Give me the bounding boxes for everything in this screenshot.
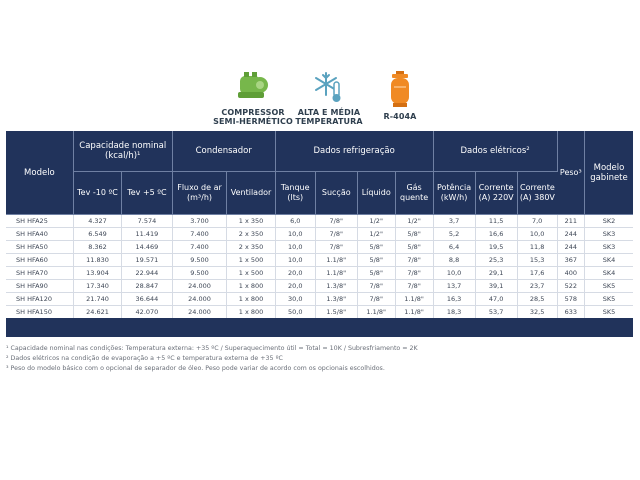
table-cell: 16,3 [433,293,475,306]
table-cell: 1.3/8" [315,293,357,306]
header-tev-pos5: Tev +5 ºC [122,172,172,215]
table-cell: 1.1/8" [315,254,357,267]
table-cell: SK3 [584,228,633,241]
table-row [6,215,633,228]
table-cell: 19,5 [475,241,517,254]
table-cell: 10,0 [433,267,475,280]
table-cell: 7/8" [315,215,357,228]
table-row [6,293,633,306]
table-cell: 5/8" [357,267,395,280]
table-cell: 39,1 [475,280,517,293]
model-cell: SH HFA25 [6,215,73,228]
header-potencia: Potência (kW/h) [433,172,475,215]
model-cell: SH HFA150 [6,306,73,319]
table-cell: 30,0 [275,293,315,306]
table-cell: 1 x 800 [227,306,275,319]
table-cell: 17,6 [517,267,557,280]
table-cell: SK5 [584,280,633,293]
feature-temperature [289,70,369,126]
header-capacidade: Capacidade nominal (kcal/h)¹ [73,131,172,172]
table-cell: 28,5 [517,293,557,306]
table-cell: 13,7 [433,280,475,293]
table-cell: 22.944 [122,267,172,280]
model-cell: SH HFA50 [6,241,73,254]
specs-table-container [6,131,633,337]
table-cell: 19.571 [122,254,172,267]
model-cell: SH HFA40 [6,228,73,241]
table-cell: 21.740 [73,293,121,306]
table-cell: 50,0 [275,306,315,319]
specs-table [6,131,633,318]
footnote-3: ³ Peso do modelo básico com o opcional de separador de óleo. Peso pode variar de acordo com os opcionais escolhidos. [6,365,385,372]
table-cell: 5,2 [433,228,475,241]
header-corrente-220: Corrente (A) 220V [475,172,517,215]
table-cell: 5/8" [395,228,433,241]
table-cell: 47,0 [475,293,517,306]
table-row [6,280,633,293]
table-cell: SK5 [584,306,633,319]
table-cell: 8,8 [433,254,475,267]
table-cell: 11.419 [122,228,172,241]
table-row [6,254,633,267]
table-cell: 29,1 [475,267,517,280]
table-cell: 7/8" [395,280,433,293]
table-cell: SK5 [584,293,633,306]
footnote-1: ¹ Capacidade nominal nas condições: Temperatura externa: +35 ºC / Superaquecimento útil = Total = 10K / Subresfriamento = 2K [6,345,418,352]
table-cell: 10,0 [275,228,315,241]
table-cell: 1.1/8" [357,306,395,319]
table-row [6,228,633,241]
header-row-groups [6,131,633,172]
table-cell: 5/8" [395,241,433,254]
table-cell: 4.327 [73,215,121,228]
feature-compressor [208,70,298,126]
table-cell: SK3 [584,241,633,254]
table-cell: 7.400 [172,241,227,254]
table-cell: 24.000 [172,293,227,306]
header-tanque: Tanque (lts) [275,172,315,215]
table-cell: 244 [557,241,584,254]
table-cell: 11,5 [475,215,517,228]
table-cell: 3.700 [172,215,227,228]
table-cell: 6.549 [73,228,121,241]
table-cell: 7/8" [357,293,395,306]
table-cell: 2 x 350 [227,228,275,241]
table-cell: 42.070 [122,306,172,319]
table-row [6,306,633,319]
table-cell: 1.1/8" [395,293,433,306]
table-cell: 8.362 [73,241,121,254]
table-row [6,267,633,280]
table-cell: 1 x 800 [227,280,275,293]
header-ventilador: Ventilador [227,172,275,215]
refrigerant-label: R-404A [383,112,417,121]
table-cell: 1/2" [395,215,433,228]
table-cell: 1 x 800 [227,293,275,306]
specs-table-body [6,215,633,319]
table-cell: 522 [557,280,584,293]
model-cell: SH HFA60 [6,254,73,267]
table-cell: 14.469 [122,241,172,254]
table-cell: 1 x 500 [227,267,275,280]
header-dados-refrigeracao: Dados refrigeração [275,131,433,172]
model-cell: SH HFA90 [6,280,73,293]
table-cell: 1 x 350 [227,215,275,228]
table-cell: 18,3 [433,306,475,319]
table-cell: 633 [557,306,584,319]
model-cell: SH HFA120 [6,293,73,306]
model-cell: SH HFA70 [6,267,73,280]
table-cell: 5/8" [357,241,395,254]
table-cell: SK2 [584,215,633,228]
header-succao: Sucção [315,172,357,215]
table-cell: 20,0 [275,280,315,293]
table-cell: 211 [557,215,584,228]
table-cell: 32,5 [517,306,557,319]
table-cell: 28.847 [122,280,172,293]
table-cell: 10,0 [275,254,315,267]
table-cell: 7/8" [315,228,357,241]
table-cell: 2 x 350 [227,241,275,254]
table-cell: 36.644 [122,293,172,306]
table-cell: 10,0 [275,241,315,254]
table-cell: 7.400 [172,228,227,241]
table-cell: 400 [557,267,584,280]
table-cell: 24.000 [172,280,227,293]
table-cell: 7/8" [395,254,433,267]
table-cell: SK4 [584,254,633,267]
table-cell: 17.340 [73,280,121,293]
table-cell: 1.5/8" [315,306,357,319]
header-liquido: Líquido [357,172,395,215]
table-cell: SK4 [584,267,633,280]
table-cell: 6,4 [433,241,475,254]
header-tev-neg10: Tev -10 ºC [73,172,121,215]
table-cell: 7,0 [517,215,557,228]
table-cell: 23,7 [517,280,557,293]
table-cell: 10,0 [517,228,557,241]
table-cell: 1.1/8" [395,306,433,319]
feature-refrigerant [372,70,428,121]
table-cell: 5/8" [357,254,395,267]
table-cell: 9.500 [172,267,227,280]
header-condensador: Condensador [172,131,275,172]
header-peso: Peso³ [557,131,584,215]
table-cell: 6,0 [275,215,315,228]
table-cell: 1.1/8" [315,267,357,280]
header-gas-quente: Gás quente [395,172,433,215]
footnote-2: ² Dados elétricos na condição de evaporação a +5 ºC e temperatura externa de +35 ºC [6,355,283,362]
table-cell: 20,0 [275,267,315,280]
compressor-icon [234,70,272,104]
table-cell: 11,8 [517,241,557,254]
table-cell: 9.500 [172,254,227,267]
refrigerant-cylinder-icon [387,70,413,108]
feature-icons [0,70,640,128]
table-cell: 1/2" [357,228,395,241]
table-cell: 24.621 [73,306,121,319]
table-cell: 7/8" [357,280,395,293]
snowflake-thermometer-icon [312,70,346,104]
table-cell: 24.000 [172,306,227,319]
compressor-label: COMPRESSOR SEMI-HERMÉTICO [213,108,293,126]
table-cell: 7/8" [395,267,433,280]
table-cell: 244 [557,228,584,241]
table-cell: 11.830 [73,254,121,267]
header-fluxo-ar: Fluxo de ar (m³/h) [172,172,227,215]
header-modelo-gabinete: Modelo gabinete [584,131,633,215]
header-corrente-380: Corrente (A) 380V [517,172,557,215]
table-cell: 1.3/8" [315,280,357,293]
temperature-label: ALTA E MÉDIA TEMPERATURA [295,108,363,126]
table-cell: 25,3 [475,254,517,267]
table-cell: 1 x 500 [227,254,275,267]
table-cell: 3,7 [433,215,475,228]
footnotes [6,344,633,374]
header-modelo: Modelo [6,131,73,215]
table-cell: 578 [557,293,584,306]
header-row-columns [6,172,633,215]
table-cell: 367 [557,254,584,267]
table-cell: 7/8" [315,241,357,254]
table-cell: 16,6 [475,228,517,241]
table-cell: 13.904 [73,267,121,280]
table-cell: 15,3 [517,254,557,267]
header-dados-eletricos: Dados elétricos² [433,131,557,172]
table-cell: 7.574 [122,215,172,228]
table-row [6,241,633,254]
table-cell: 53,7 [475,306,517,319]
table-cell: 1/2" [357,215,395,228]
